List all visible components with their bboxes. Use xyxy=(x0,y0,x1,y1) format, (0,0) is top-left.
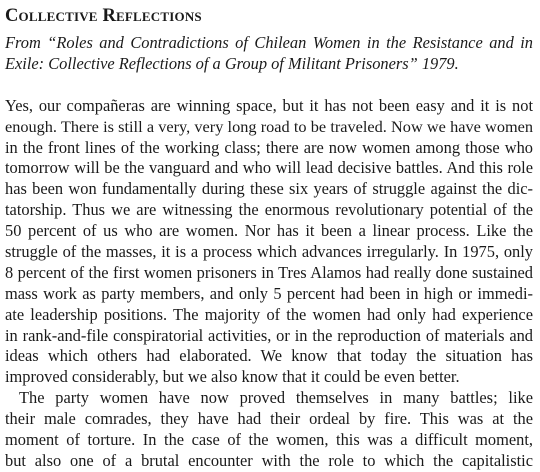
source-line: Exile: Collective Reflections of a Group of Militant Prisoners” 1979. xyxy=(5,53,459,73)
text-line: but also one of a brutal encounter with the role to which the capitalistic xyxy=(5,450,533,470)
text-line: mass work as party members, and only 5 percent had been in high or immedi- xyxy=(5,283,533,303)
text-line: has been won fundamentally during these six years of struggle against the dic- xyxy=(5,179,533,199)
body-text xyxy=(5,96,533,472)
document-page xyxy=(5,0,533,472)
text-line: The party women have now proved themselves in many battles; like xyxy=(19,388,533,408)
text-line: struggle of the masses, it is a process which advances irregularly. In 1975, only xyxy=(5,242,533,262)
text-line: 50 percent of us who are women. Nor has it been a linear process. Like the xyxy=(5,221,533,241)
text-line: ate leadership positions. The majority of the women had only had experience xyxy=(5,304,533,324)
text-line: moment of torture. In the case of the women, this was a difficult moment, xyxy=(5,430,533,450)
text-line: ideas which others had elaborated. We know that today the situation has xyxy=(5,346,533,366)
text-line: tatorship. Thus we are witnessing the enormous revolutionary potential of the xyxy=(5,200,533,220)
source-line: From “Roles and Contradictions of Chilean Women in the Resistance and in xyxy=(5,33,533,52)
text-line: enough. There is still a very, very long road to be traveled. Now we have women xyxy=(5,116,533,136)
paragraph-1 xyxy=(5,96,533,388)
text-line: improved considerably, but we also know that it could be even better. xyxy=(5,367,460,387)
text-line: tomorrow will be the vanguard and who will lead decisive battles. And this role xyxy=(5,158,533,178)
section-heading: Collective Reflections xyxy=(5,6,202,26)
source-citation xyxy=(5,33,533,75)
text-line: 8 percent of the first women prisoners in Tres Alamos had really done sustained xyxy=(5,262,533,282)
text-line: Yes, our compañeras are winning space, but it has not been easy and it is not xyxy=(5,95,533,115)
text-line: in rank-and-file conspiratorial activities, or in the reproduction of materials and xyxy=(5,325,533,345)
text-line: their male comrades, they have had their ordeal by fire. This was at the xyxy=(5,409,533,429)
text-line: in the front lines of the working class; there are now women among those who xyxy=(5,137,533,157)
paragraph-2 xyxy=(5,388,533,472)
